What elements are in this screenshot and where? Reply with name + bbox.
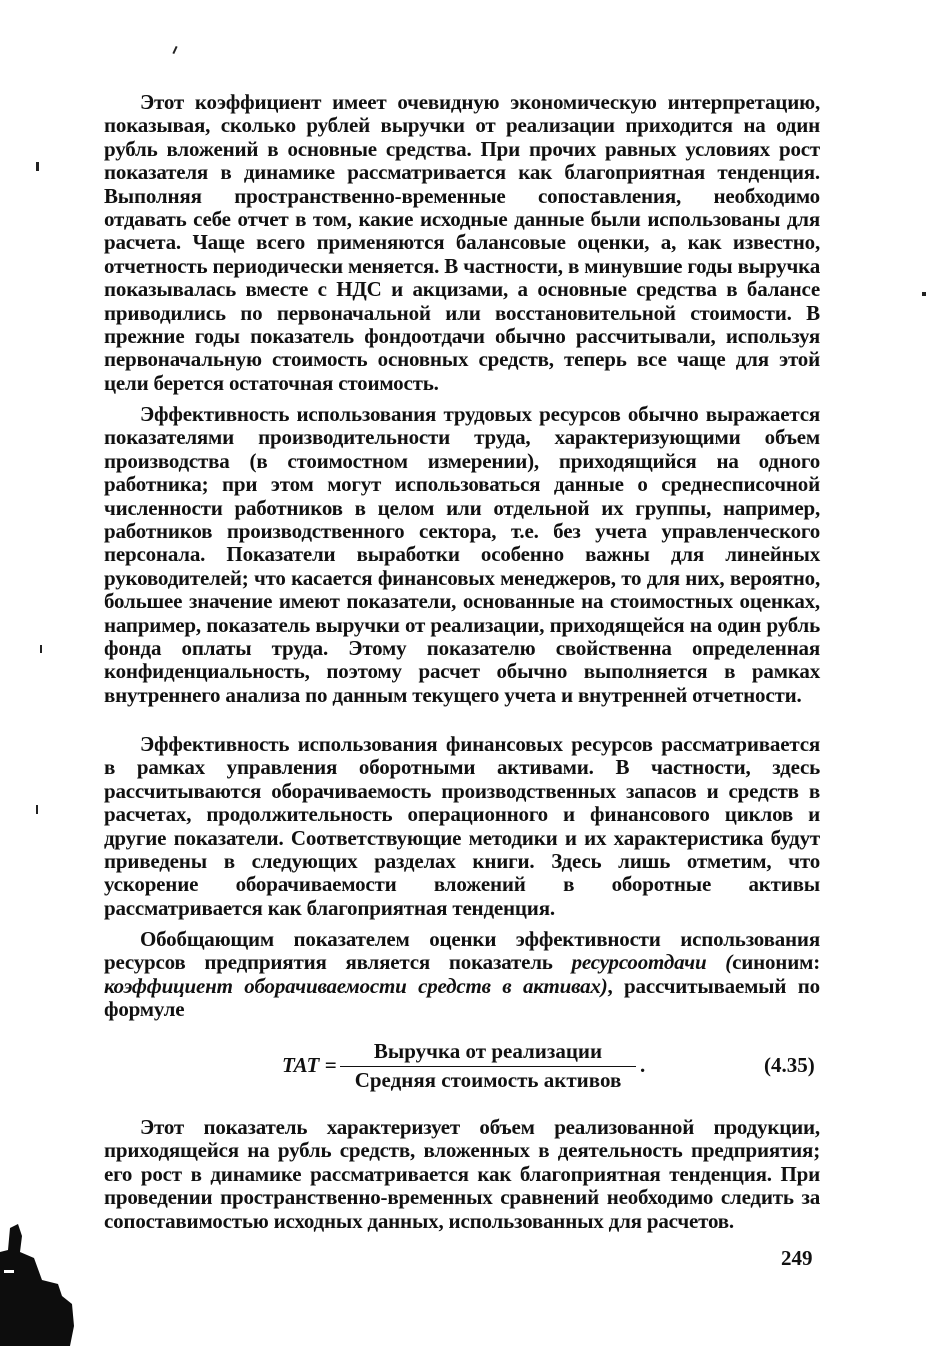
paragraph-financial-resources: Эффективность использования финансовых ресурсов рассматривается в рамках управления оборотными активами. В частности, здесь рассчитываются оборачиваемость производственных запасов и средств в расчетах, продолжительность операционного и финансового циклов и другие показатели. Соответствующие методики и их характеристика будут приведены в следующих разделах книги. Здесь лишь отметим, что ускорение оборачиваемости вложений в оборотные активы рассматривается как благоприятная тенденция. xyxy=(104,732,820,920)
term-resource-return: ресурсоотдачи ( xyxy=(571,950,733,975)
equation-number: (4.35) xyxy=(764,1053,815,1077)
formula-lhs: TAT = xyxy=(282,1053,337,1077)
scan-speck xyxy=(40,645,42,653)
page-number: 249 xyxy=(781,1246,813,1270)
formula-period: . xyxy=(640,1053,646,1077)
paragraph-text: Обобщающим показателем оценки эффективности использования ресурсов предприятия является показатель xyxy=(104,927,820,975)
scan-speck xyxy=(36,805,38,814)
formula-tat xyxy=(0,1039,932,1093)
term-asset-turnover-ratio: коэффициент оборачиваемости средств в активах) xyxy=(104,973,608,998)
scan-speck xyxy=(922,292,926,296)
formula-numerator: Выручка от реализации xyxy=(340,1039,636,1067)
paragraph-indicator-description: Этот показатель характеризует объем реализованной продукции, приходящейся на рубль средств, вложенных в деятельность предприятия; его рост в динамике рассматривается как благоприятная тенденция. При проведении пространственно-временных сравнений необходимо следить за сопоставимостью исходных данных, использованных для расчетов. xyxy=(104,1115,820,1233)
paragraph-text: синоним: xyxy=(732,950,820,975)
paragraph-resource-return xyxy=(104,928,820,1022)
scan-speck xyxy=(36,162,39,171)
paragraph-asset-turnover-interpretation: Этот коэффициент имеет очевидную экономическую интерпретацию, показывая, сколько рублей выручки от реализации приходится на один рубль вложений в основные средства. При прочих равных условиях рост показателя в динамике рассматривается как благоприятная тенденция. Выполняя пространственно-временные сопоставления, необходимо отдавать себе отчет в том, какие исходные данные были использованы для расчета. Чаще всего применяются балансовые оценки, а, как известно, отчетность периодически меняется. В частности, в минувшие годы выручка показывалась вместе с НДС и акцизами, а основные средства в балансе приводились по первоначальной или восстановительной стоимости. В прежние годы показатель фондоотдачи обычно рассчитывали, используя первоначальную стоимость основных средств, теперь все чаще для этой цели берется остаточная стоимость. xyxy=(104,90,820,395)
paragraph-text: , рассчитываемый по формуле xyxy=(104,973,820,1022)
formula-denominator: Средняя стоимость активов xyxy=(354,1068,622,1092)
scan-speck xyxy=(172,46,177,54)
formula-fraction xyxy=(340,1039,636,1093)
paragraph-labor-resources: Эффективность использования трудовых ресурсов обычно выражается показателями производительности труда, характеризующими объем производства (в стоимостном измерении), приходящийся на одного работника; при этом могут использоваться данные о среднесписочной численности работников в целом или отдельной их группы, например, работников производственного сектора, т.е. без учета управленческого персонала. Показатели выработки особенно важны для линейных руководителей; что касается финансовых менеджеров, то для них, вероятно, большее значение имеют показатели, основанные на стоимостных оценках, например, показатель выручки от реализации, приходящейся на один рубль фонда оплаты труда. Этому показателю свойственна определенная конфиденциальность, поэтому расчет обычно выполняется в рамках внутреннего анализа по данным текущего учета и внутренней отчетности. xyxy=(104,402,820,707)
scan-edge-shadow xyxy=(0,1222,78,1346)
